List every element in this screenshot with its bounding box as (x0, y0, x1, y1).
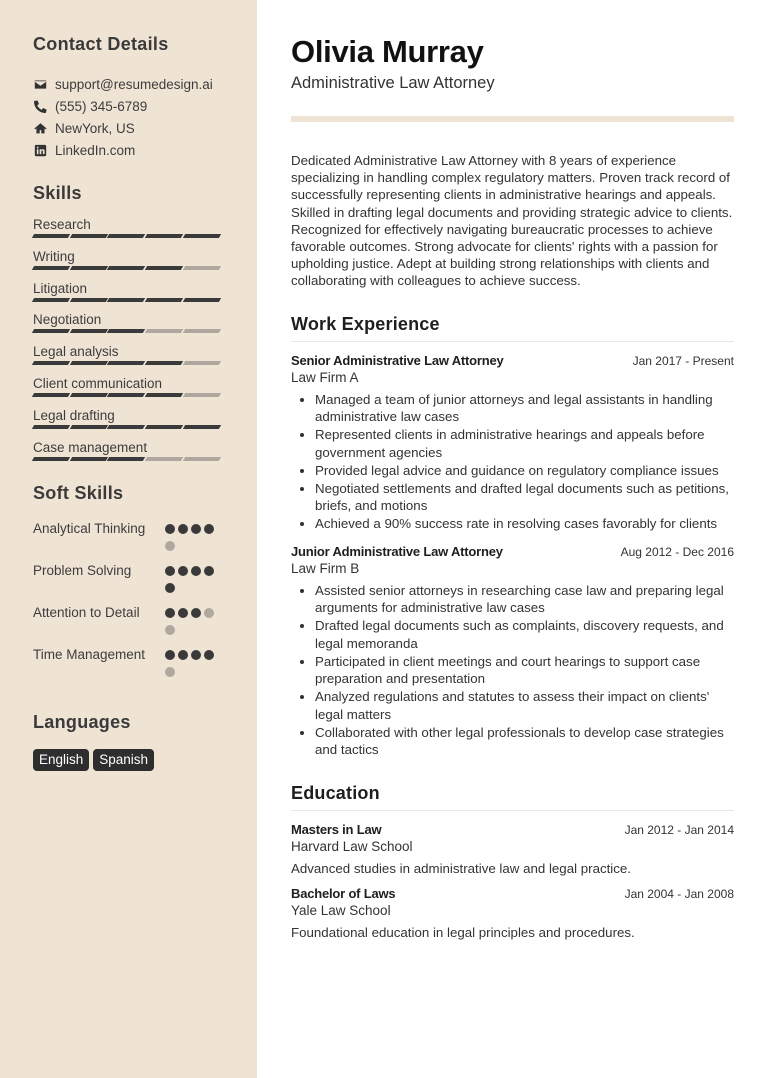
work-experience-list (291, 353, 734, 759)
level-segment-filled (183, 234, 221, 238)
soft-skill-item (33, 646, 223, 684)
level-segment-empty (183, 361, 221, 365)
rating-dot-filled (204, 524, 214, 534)
level-segment-empty (183, 329, 221, 333)
contact-linkedin[interactable] (33, 139, 257, 161)
rating-dot-empty (204, 608, 214, 618)
education-entry (291, 822, 734, 876)
level-segment-filled (145, 425, 183, 429)
skill-name: Negotiation (33, 312, 102, 328)
level-segment-filled (32, 361, 70, 365)
skill-item (33, 440, 257, 472)
level-segment-filled (107, 393, 145, 397)
skill-name: Legal analysis (33, 344, 119, 360)
phone-icon (33, 99, 47, 113)
skill-level-bar (33, 393, 257, 397)
job-bullet: • Participated in client meetings and court hearings to support case preparation and presentation (315, 653, 734, 688)
soft-skill-rating (165, 604, 223, 642)
education-date: Jan 2012 - Jan 2014 (624, 822, 734, 837)
language-badge: Spanish (93, 749, 154, 771)
accent-divider (291, 116, 734, 122)
level-segment-empty (183, 393, 221, 397)
level-segment-empty (145, 457, 183, 461)
job-title: Senior Administrative Law Attorney (291, 352, 504, 368)
level-segment-filled (107, 234, 145, 238)
rating-dot-filled (178, 524, 188, 534)
rating-dot-filled (165, 608, 175, 618)
rating-dot-filled (191, 566, 201, 576)
contact-email[interactable] (33, 73, 257, 95)
soft-skill-name: Attention to Detail (33, 605, 140, 621)
level-segment-empty (183, 457, 221, 461)
soft-skill-item (33, 562, 223, 600)
education-header (291, 886, 734, 901)
level-segment-filled (70, 393, 108, 397)
job-title: Junior Administrative Law Attorney (291, 543, 503, 559)
education-header (291, 822, 734, 837)
job-bullet: • Assisted senior attorneys in researching case law and preparing legal arguments for administrative law cases (315, 582, 734, 617)
level-segment-filled (32, 329, 70, 333)
level-segment-filled (145, 266, 183, 270)
job-entry (291, 353, 734, 533)
education-description: Foundational education in legal principles and procedures. (291, 924, 635, 940)
job-date: Aug 2012 - Dec 2016 (620, 544, 734, 559)
skill-item (33, 281, 257, 313)
rating-dot-filled (178, 566, 188, 576)
contact-email-text: support@resumedesign.ai (55, 76, 213, 92)
rating-dot-filled (178, 608, 188, 618)
level-segment-filled (145, 234, 183, 238)
education-heading: Education (291, 783, 734, 811)
level-segment-filled (107, 298, 145, 302)
level-segment-empty (183, 266, 221, 270)
skill-item (33, 217, 257, 249)
education-list (291, 822, 734, 940)
level-segment-filled (32, 393, 70, 397)
soft-skill-name: Problem Solving (33, 563, 132, 579)
summary-text: Dedicated Administrative Law Attorney with 8 years of experience specializing in handling complex regulatory matters. Proven track record of successfully representing clients in administrative hearings and appeals. Skilled in drafting legal documents and providing strategic advice to clients. Recognized for effectively navigating bureaucratic processes to achieve favorable outcomes. Strong advocate for clients' rights with a passion for upholding justice. Adept at building strong relationships with clients and collaborating with colleagues to achieve success. (291, 153, 733, 289)
linkedin-icon (33, 143, 47, 157)
level-segment-filled (70, 298, 108, 302)
skill-name: Writing (33, 248, 75, 264)
rating-dot-filled (165, 650, 175, 660)
job-bullet: • Negotiated settlements and drafted legal documents such as petitions, briefs, and motions (315, 480, 734, 515)
skill-name: Research (33, 217, 91, 232)
education-entry (291, 886, 734, 940)
sidebar (0, 0, 257, 1078)
skill-item (33, 376, 257, 408)
soft-skill-item (33, 520, 223, 558)
job-bullet: • Collaborated with other legal professionals to develop case strategies and tactics (315, 724, 734, 759)
home-icon (33, 121, 47, 135)
skill-level-bar (33, 329, 257, 333)
education-school: Yale Law School (291, 902, 391, 918)
envelope-icon (33, 77, 47, 91)
skill-name: Litigation (33, 280, 88, 296)
level-segment-filled (107, 457, 145, 461)
level-segment-filled (107, 266, 145, 270)
rating-dot-filled (165, 583, 175, 593)
rating-dot-filled (204, 650, 214, 660)
rating-dot-filled (165, 566, 175, 576)
contact-list (33, 73, 257, 161)
skill-level-bar (33, 234, 257, 238)
work-experience-heading: Work Experience (291, 314, 734, 342)
level-segment-filled (32, 425, 70, 429)
contact-location (33, 117, 257, 139)
job-bullet: • Provided legal advice and guidance on regulatory compliance issues (315, 462, 734, 480)
skill-item (33, 344, 257, 376)
candidate-name: Olivia Murray (291, 34, 484, 69)
education-school: Harvard Law School (291, 838, 413, 854)
skills-list (33, 217, 257, 471)
level-segment-filled (145, 393, 183, 397)
skills-heading: Skills (33, 183, 82, 203)
level-segment-filled (32, 457, 70, 461)
language-badge: English (33, 749, 89, 771)
level-segment-filled (107, 361, 145, 365)
skill-level-bar (33, 361, 257, 365)
rating-dot-filled (191, 608, 201, 618)
skill-level-bar (33, 457, 257, 461)
level-segment-filled (70, 234, 108, 238)
rating-dot-empty (165, 625, 175, 635)
skill-item (33, 408, 257, 440)
level-segment-filled (32, 234, 70, 238)
job-bullet: • Analyzed regulations and statutes to assess their impact on clients' legal matters (315, 688, 734, 723)
contact-phone[interactable] (33, 95, 257, 117)
job-bullet: • Achieved a 90% success rate in resolving cases favorably for clients (315, 515, 734, 533)
soft-skills-list (33, 520, 223, 684)
level-segment-filled (70, 457, 108, 461)
rating-dot-filled (178, 650, 188, 660)
main-content (291, 0, 734, 940)
education-description: Advanced studies in administrative law and legal practice. (291, 860, 631, 876)
contact-phone-text: (555) 345-6789 (55, 98, 148, 114)
job-header (291, 544, 734, 559)
level-segment-filled (145, 361, 183, 365)
rating-dot-filled (191, 650, 201, 660)
soft-skill-item (33, 604, 223, 642)
skill-name: Case management (33, 439, 148, 455)
level-segment-filled (70, 266, 108, 270)
job-company: Law Firm B (291, 560, 360, 576)
soft-skill-rating (165, 646, 223, 684)
level-segment-filled (32, 298, 70, 302)
job-entry (291, 544, 734, 759)
rating-dot-filled (204, 566, 214, 576)
skill-level-bar (33, 266, 257, 270)
soft-skill-name: Analytical Thinking (33, 521, 146, 537)
candidate-title: Administrative Law Attorney (291, 74, 495, 92)
job-bullet: • Drafted legal documents such as complaints, discovery requests, and legal memoranda (315, 617, 734, 652)
education-degree: Bachelor of Laws (291, 885, 396, 901)
level-segment-filled (183, 298, 221, 302)
job-bullet: • Represented clients in administrative hearings and appeals before government agencies (315, 426, 734, 461)
level-segment-filled (183, 425, 221, 429)
level-segment-filled (70, 329, 108, 333)
job-bullets (291, 582, 734, 759)
level-segment-filled (107, 425, 145, 429)
level-segment-empty (145, 329, 183, 333)
languages-list (33, 749, 257, 771)
education-date: Jan 2004 - Jan 2008 (624, 886, 734, 901)
skill-item (33, 249, 257, 281)
skill-name: Legal drafting (33, 407, 115, 423)
rating-dot-filled (165, 524, 175, 534)
job-header (291, 353, 734, 368)
soft-skill-rating (165, 520, 223, 558)
job-date: Jan 2017 - Present (632, 353, 734, 368)
education-degree: Masters in Law (291, 821, 382, 837)
rating-dot-empty (165, 541, 175, 551)
contact-heading: Contact Details (33, 34, 169, 54)
job-company: Law Firm A (291, 369, 359, 385)
skill-level-bar (33, 298, 257, 302)
level-segment-filled (145, 298, 183, 302)
skill-name: Client communication (33, 375, 163, 391)
soft-skill-name: Time Management (33, 647, 146, 663)
languages-heading: Languages (33, 712, 131, 733)
level-segment-filled (70, 361, 108, 365)
skill-item (33, 312, 257, 344)
level-segment-filled (32, 266, 70, 270)
rating-dot-empty (165, 667, 175, 677)
level-segment-filled (70, 425, 108, 429)
contact-linkedin-text: LinkedIn.com (55, 142, 136, 158)
job-bullet: • Managed a team of junior attorneys and legal assistants in handling administrative law cases (315, 391, 734, 426)
soft-skill-rating (165, 562, 223, 600)
rating-dot-filled (191, 524, 201, 534)
skill-level-bar (33, 425, 257, 429)
contact-location-text: NewYork, US (55, 120, 135, 136)
level-segment-filled (107, 329, 145, 333)
soft-skills-heading: Soft Skills (33, 483, 124, 504)
job-bullets (291, 391, 734, 533)
